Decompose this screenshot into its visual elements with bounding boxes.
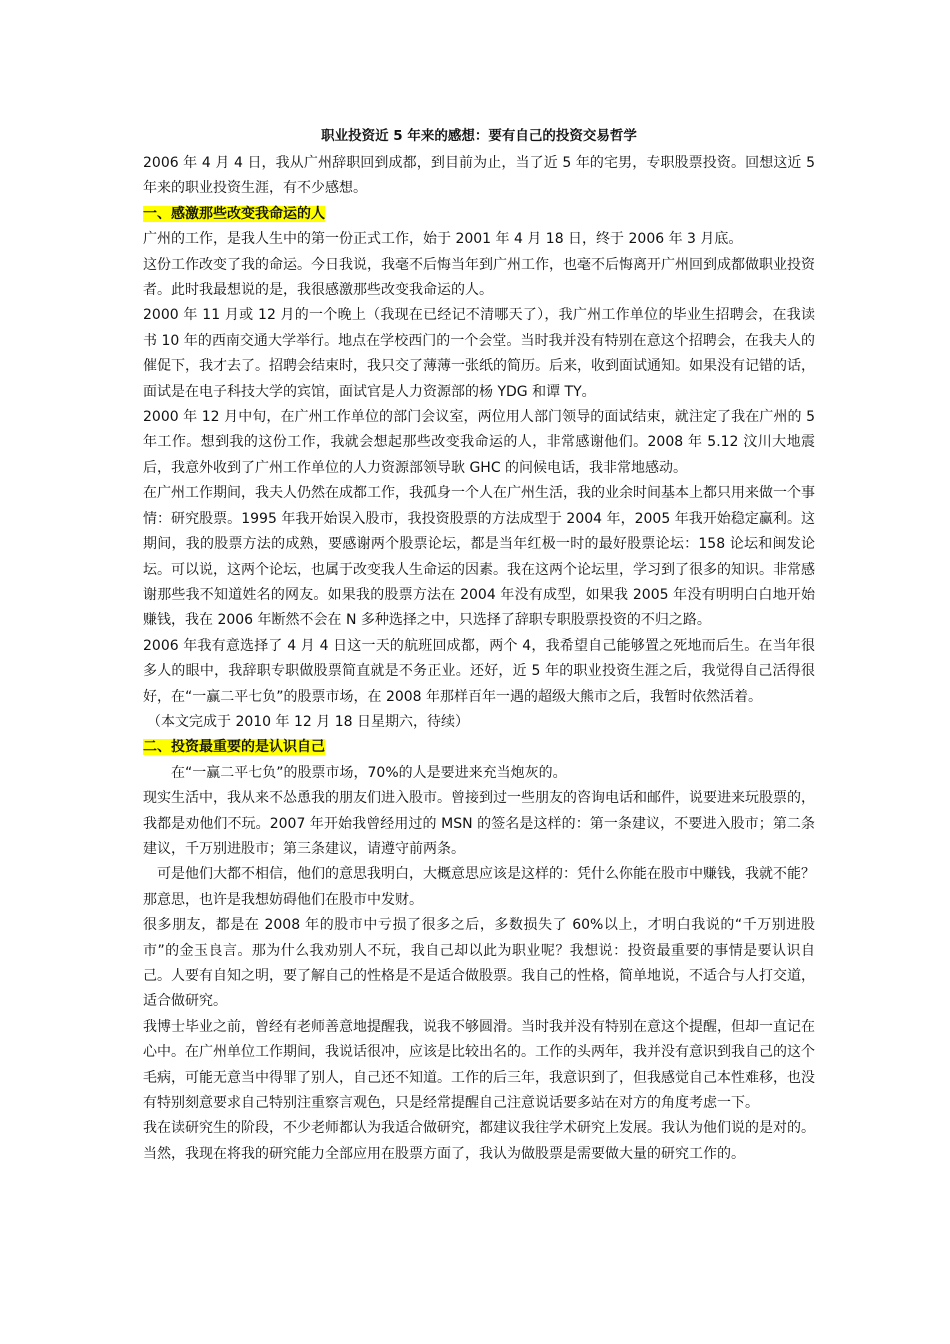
paragraph: 广州的工作，是我人生中的第一份正式工作，始于 2001 年 4 月 18 日，终于 2006 年 3 月底。: [143, 231, 743, 248]
paragraph-intro: 2006 年 4 月 4 日，我从广州辞职回到成都，到目前为止，当了近 5 年的宅男，专职股票投资。回想这近 5 年来的职业投资生涯，有不少感想。: [143, 155, 815, 197]
paragraph: 很多朋友，都是在 2008 年的股市中亏损了很多之后，多数损失了 60%以上，才明白我说的“千万别进股市”的金玉良言。那为什么我劝别人不玩，我自己却以此为职业呢？我想说：投资最重要的事情是要认识自己。人要有自知之明，要了解自己的性格是不是适合做股票。我自己的性格，简单地说，不适合与人打交道，适合做研究。: [143, 917, 815, 1010]
paragraph: 2000 年 12 月中旬，在广州工作单位的部门会议室，两位用人部门领导的面试结束，就注定了我在广州的 5 年工作。想到我的这份工作，我就会想起那些改变我命运的人，非常感谢他们。2008 年 5.12 汶川大地震后，我意外收到了广州工作单位的人力资源部领导耿 GHC 的问候电话，我非常地感动。: [143, 409, 815, 476]
section-heading-2-text: 二、投资最重要的是认识自己: [143, 739, 325, 756]
paragraph: 2006 年我有意选择了 4 月 4 日这一天的航班回成都，两个 4，我希望自己能够置之死地而后生。在当年很多人的眼中，我辞职专职做股票简直就是不务正业。还好，近 5 年的职业投资生涯之后，我觉得自己活得很好，在“一赢二平七负”的股票市场，在 2008 年那样百年一遇的超级大熊市之后，我暂时依然活着。: [143, 637, 815, 705]
section-heading-1-text: 一、感激那些改变我命运的人: [143, 205, 325, 222]
paragraph: 我在读研究生的阶段，不少老师都认为我适合做研究，都建议我往学术研究上发展。我认为他们说的是对的。当然，我现在将我的研究能力全部应用在股票方面了，我认为做股票是需要做大量的研究工作的。: [143, 1120, 815, 1162]
document-page: [143, 126, 815, 1167]
paragraph: 在“一赢二平七负”的股票市场，70%的人是要进来充当炮灰的。: [171, 764, 567, 781]
completion-note: （本文完成于 2010 年 12 月 18 日星期六，待续）: [147, 713, 469, 730]
section-heading-2: [143, 735, 815, 760]
paragraph: 我博士毕业之前，曾经有老师善意地提醒我，说我不够圆滑。当时我并没有特别在意这个提醒，但却一直记在心中。在广州单位工作期间，我说话很冲，应该是比较出名的。工作的头两年，我并没有意识到我自己的这个毛病，可能无意当中得罪了别人，自己还不知道。工作的后三年，我意识到了，但我感觉自己本性难移，也没有特别刻意要求自己特别注重察言观色，只是经常提醒自己注意说话要多站在对方的角度考虑一下。: [143, 1018, 815, 1112]
paragraph: 现实生活中，我从来不怂恿我的朋友们进入股市。曾接到过一些朋友的咨询电话和邮件，说要进来玩股票的，我都是劝他们不玩。2007 年开始我曾经用过的 MSN 的签名是这样的：第一条建议，不要进入股市；第二条建议，千万别进股市；第三条建议，请遵守前两条。: [143, 790, 815, 857]
paragraph: 在广州工作期间，我夫人仍然在成都工作，我孤身一个人在广州生活，我的业余时间基本上都只用来做一个事情：研究股票。1995 年我开始误入股市，我投资股票的方法成型于 2004 年，2005 年我开始稳定赢利。这期间，我的股票方法的成熟，要感谢两个股票论坛，都是当年红极一时的最好股票论坛：158 论坛和闽发论坛。可以说，这两个论坛，也属于改变我人生命运的因素。我在这两个论坛里，学习到了很多的知识。非常感谢那些我不知道姓名的网友。如果我的股票方法在 2004 年没有成型，如果我 2005 年没有明明白白地开始赚钱，我在 2006 年断然不会在 N 多种选择之中，只选择了辞职专职股票投资的不归之路。: [143, 485, 815, 629]
paragraph: 2000 年 11 月或 12 月的一个晚上（我现在已经记不清哪天了），我广州工作单位的毕业生招聘会，在我读书 10 年的西南交通大学举行。地点在学校西门的一个会堂。当时我并没有特别在意这个招聘会，在我夫人的催促下，我才去了。招聘会结束时，我只交了薄薄一张纸的简历。后来，收到面试通知。如果没有记错的话，面试是在电子科技大学的宾馆，面试官是人力资源部的杨 YDG 和谭 TY。: [143, 307, 815, 400]
paragraph: 这份工作改变了我的命运。今日我说，我毫不后悔当年到广州工作，也毫不后悔离开广州回到成都做职业投资者。此时我最想说的是，我很感激那些改变我命运的人。: [143, 256, 815, 299]
document-title: 职业投资近 5 年来的感想：要有自己的投资交易哲学: [321, 128, 637, 144]
paragraph: 可是他们大都不相信，他们的意思我明白，大概意思应该是这样的：凭什么你能在股市中赚钱，我就不能？那意思，也许是我想妨碍他们在股市中发财。: [143, 866, 815, 908]
section-heading-1: [143, 202, 815, 227]
